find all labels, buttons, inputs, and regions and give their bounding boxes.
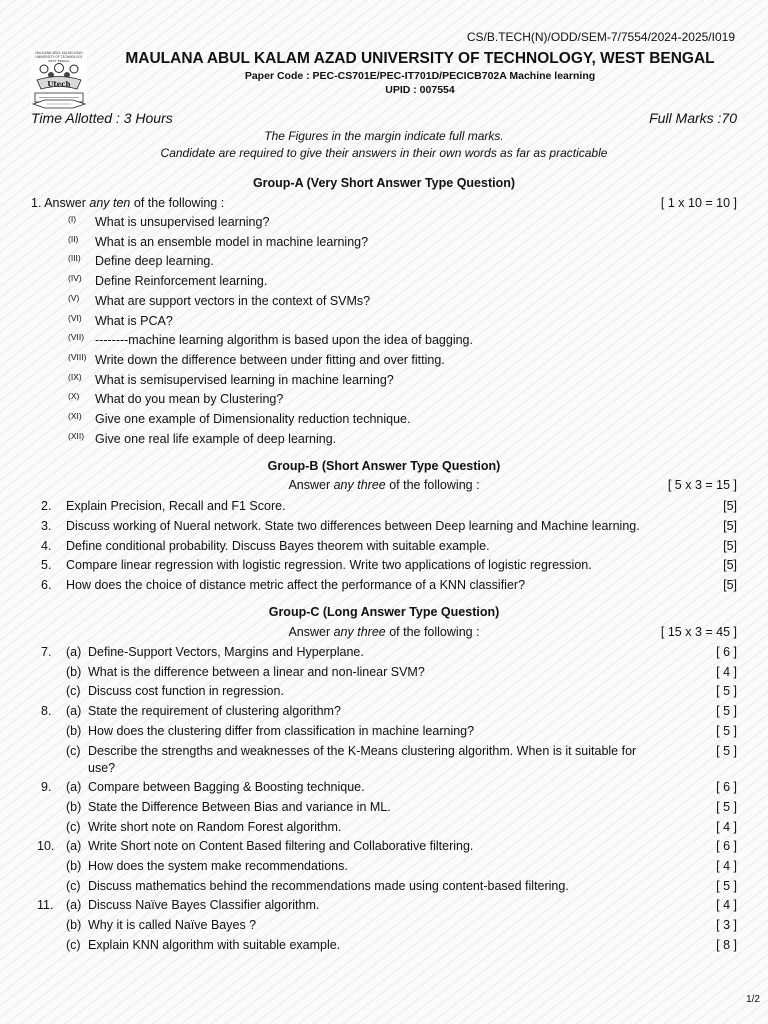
question-marks: [ 5 ] (716, 743, 737, 758)
question-part: (c) (66, 819, 81, 834)
svg-text:WEST BENGAL: WEST BENGAL (48, 59, 70, 63)
question-part: (c) (66, 743, 81, 758)
question-number: 4. (41, 538, 52, 553)
question-text: Compare between Bagging & Boosting technique. (88, 780, 365, 795)
question-number: (I) (68, 214, 77, 224)
question-part: (a) (66, 645, 82, 659)
question-text: Write Short note on Content Based filtering and Collaborative filtering. (88, 839, 474, 854)
question-text: What is the difference between a linear and non-linear SVM? (88, 664, 425, 679)
question-marks: [ 6 ] (716, 780, 737, 795)
question-marks: [ 5 ] (716, 704, 737, 719)
question-text: Compare linear regression with logistic regression. Write two applications of logistic regression. (66, 558, 592, 573)
question-number: (X) (68, 391, 80, 402)
question-text: What is semisupervised learning in machine learning? (95, 372, 394, 387)
question-part: (b) (66, 859, 82, 873)
question-marks: [ 8 ] (716, 937, 737, 952)
page-number: 1/2 (746, 994, 760, 1005)
question-text: What do you mean by Clustering? (95, 392, 284, 407)
exam-code: CS/B.TECH(N)/ODD/SEM-7/7554/2024-2025/I019 (466, 30, 735, 44)
question-text: How does the clustering differ from classification in machine learning? (88, 723, 475, 738)
question-marks: [5] (723, 558, 737, 573)
question-part: (b) (66, 723, 82, 738)
question-text: What is unsupervised learning? (95, 215, 270, 229)
question-text: Discuss cost function in regression. (88, 684, 284, 699)
question-marks: [5] (723, 518, 737, 533)
question-part: (b) (66, 918, 82, 933)
question-number: (II) (68, 233, 79, 244)
question-text: Discuss mathematics behind the recommendations made using content-based filtering. (88, 878, 569, 893)
question-part: (c) (66, 878, 81, 893)
svg-text:MAULANA ABUL KALAM AZAD: MAULANA ABUL KALAM AZAD (35, 51, 83, 55)
question-number: 5. (41, 558, 52, 573)
question-marks: [ 6 ] (716, 645, 737, 659)
question-number: (XI) (68, 411, 82, 421)
question-text: Describe the strengths and weaknesses of the K-Means clustering algorithm. When is it suitable for (88, 743, 637, 758)
question-text: Give one example of Dimensionality reduction technique. (95, 412, 411, 426)
question-part: (a) (66, 780, 82, 795)
question-number: (XII) (68, 430, 85, 441)
time-allotted: Time Allotted : 3 Hours (31, 110, 173, 126)
question-marks: [ 4 ] (716, 819, 737, 834)
question-text: Define-Support Vectors, Margins and Hyperplane. (88, 645, 364, 659)
question-text: Why it is called Naïve Bayes ? (88, 918, 257, 933)
question-text-continued: use? (88, 760, 116, 775)
group-b-instruction: Answer any three of the following : (288, 478, 480, 492)
question-text: Discuss Naïve Bayes Classifier algorithm. (88, 898, 320, 913)
question-marks: [5] (723, 538, 737, 553)
question-part: (a) (66, 704, 82, 719)
question-marks: [ 3 ] (716, 918, 737, 933)
candidate-note: Candidate are required to give their answers in their own words as far as practicable (160, 146, 608, 160)
question-number: (V) (68, 292, 80, 303)
question-text: How does the choice of distance metric affect the performance of a KNN classifier? (66, 578, 526, 593)
question-number: 3. (41, 518, 52, 533)
question-marks: [5] (723, 499, 737, 513)
question-marks: [ 5 ] (716, 684, 737, 699)
question-text: Discuss working of Nueral network. State two differences between Deep learning and Machine learning. (66, 518, 640, 533)
question-marks: [ 4 ] (716, 898, 737, 913)
group-c-title: Group-C (Long Answer Type Question) (268, 605, 500, 619)
question-text: Define Reinforcement learning. (95, 274, 268, 289)
svg-text:Utech: Utech (47, 79, 71, 89)
group-c-marks: [ 15 x 3 = 45 ] (660, 625, 737, 639)
question-number: (IV) (68, 273, 82, 284)
question-part: (a) (66, 839, 82, 854)
question-marks: [ 5 ] (716, 799, 737, 814)
question-number: 10. (37, 839, 55, 854)
question-text: What is PCA? (95, 313, 173, 328)
full-marks: Full Marks :70 (649, 110, 737, 126)
question-marks: [ 5 ] (716, 878, 737, 893)
question-marks: [ 4 ] (716, 664, 737, 679)
question-text: Explain KNN algorithm with suitable example. (88, 937, 341, 952)
paper-code: Paper Code : PEC-CS701E/PEC-IT701D/PECICB702A Machine learning (244, 70, 596, 82)
question-number: 9. (41, 780, 52, 795)
margin-note: The Figures in the margin indicate full marks. (264, 129, 504, 143)
question-part: (c) (66, 684, 81, 699)
question-number: 7. (41, 645, 52, 659)
question-number: (IX) (68, 371, 82, 382)
question-text: --------machine learning algorithm is based upon the idea of bagging. (95, 333, 473, 348)
upid: UPID : 007554 (385, 84, 455, 96)
question-text: Define deep learning. (95, 254, 214, 269)
question-marks: [ 4 ] (716, 859, 737, 873)
group-b-title: Group-B (Short Answer Type Question) (267, 459, 501, 473)
group-a-title: Group-A (Very Short Answer Type Question) (252, 176, 516, 190)
question-text: State the Difference Between Bias and variance in ML. (88, 799, 391, 814)
question-part: (b) (66, 664, 82, 679)
question-text: Write down the difference between under fitting and over fitting. (95, 352, 445, 367)
question-marks: [ 5 ] (716, 723, 737, 738)
group-b-marks: [ 5 x 3 = 15 ] (667, 478, 737, 492)
question-number: (III) (68, 253, 81, 264)
question-text: What is an ensemble model in machine learning? (95, 234, 369, 249)
question-part: (c) (66, 937, 81, 952)
question-text: Define conditional probability. Discuss Bayes theorem with suitable example. (66, 538, 490, 553)
question-text: What are support vectors in the context of SVMs? (95, 293, 371, 308)
question-number: (VI) (68, 312, 82, 323)
question-marks: [5] (723, 578, 737, 593)
question-number: 2. (41, 499, 52, 513)
question-part: (b) (66, 799, 82, 814)
question-number: (VIII) (68, 351, 87, 362)
question-text: Give one real life example of deep learning. (95, 431, 337, 446)
question-text: Write short note on Random Forest algorithm. (88, 819, 342, 834)
question-number: 11. (37, 898, 54, 913)
question-text: State the requirement of clustering algorithm? (88, 704, 341, 719)
question-marks: [ 6 ] (716, 839, 737, 854)
group-c-instruction: Answer any three of the following : (288, 625, 480, 639)
group-a-marks: [ 1 x 10 = 10 ] (660, 196, 737, 210)
question-part: (a) (66, 898, 82, 913)
university-name: MAULANA ABUL KALAM AZAD UNIVERSITY OF TECHNOLOGY, WEST BENGAL (125, 50, 715, 67)
svg-text:UNIVERSITY OF TECHNOLOGY: UNIVERSITY OF TECHNOLOGY (35, 55, 83, 59)
question-number: (VII) (68, 332, 85, 343)
question-number: 8. (41, 704, 52, 719)
question-number: 6. (41, 578, 52, 593)
question-text: Explain Precision, Recall and F1 Score. (66, 499, 286, 513)
group-a-instruction: 1. Answer any ten of the following : (31, 196, 225, 210)
question-text: How does the system make recommendations. (88, 859, 348, 873)
